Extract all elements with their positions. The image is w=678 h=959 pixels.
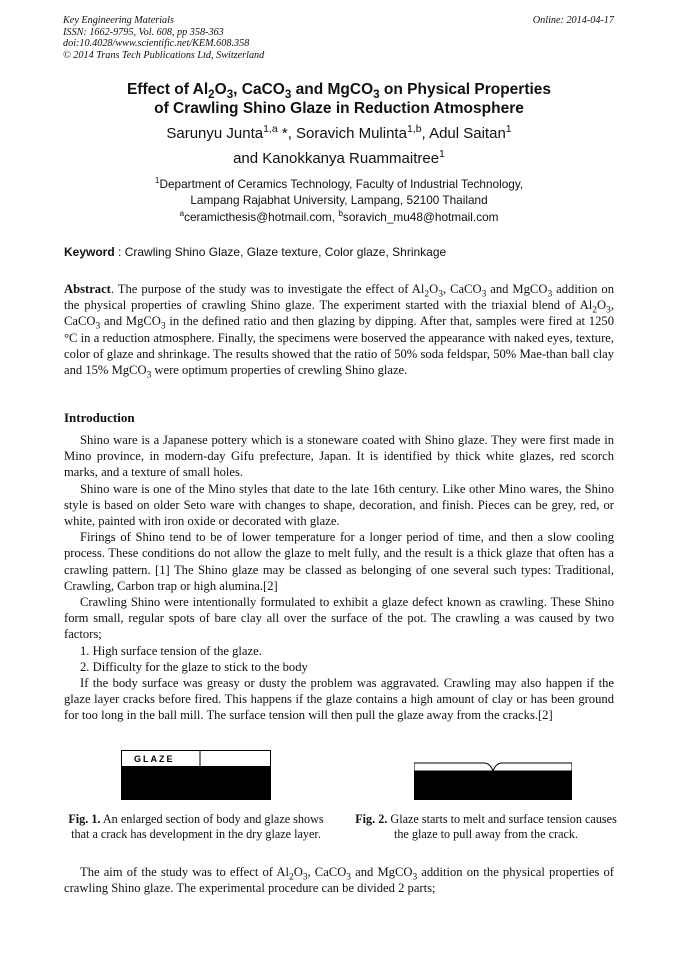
author: Sarunyu Junta bbox=[166, 125, 264, 142]
list-item: 2. Difficulty for the glaze to stick to the body bbox=[80, 659, 308, 674]
copyright-line: © 2014 Trans Tech Publications Ltd, Switzerland bbox=[63, 49, 265, 61]
figure-1-caption: Fig. 1. An enlarged section of body and glaze shows that a crack has development in the dry glaze layer. bbox=[68, 812, 324, 842]
abstract-label: Abstract bbox=[64, 282, 111, 296]
figure-1-diagram bbox=[121, 750, 271, 800]
paragraph: If the body surface was greasy or dusty the problem was aggravated. Crawling may also happen if the glaze layer cracks before fired. This happens if the glaze contains a high amount of clay or has been ground for too long in the ball mill. The surface tension will then pull the glaze away from the cracks.[2] bbox=[64, 676, 614, 723]
online-date: Online: 2014-04-17 bbox=[532, 15, 614, 26]
keyword-label: Keyword bbox=[64, 245, 115, 259]
email-link: soravich_mu48@hotmail.com bbox=[342, 210, 499, 224]
keywords: Keyword : Crawling Shino Glaze, Glaze texture, Color glaze, Shrinkage bbox=[64, 245, 447, 259]
introduction-body bbox=[64, 432, 614, 724]
email-link: ceramicthesis@hotmail.com, bbox=[184, 210, 339, 224]
author: and Kanokkanya Ruammaitree bbox=[233, 150, 440, 167]
figure-2-caption: Fig. 2. Glaze starts to melt and surface tension causes the glaze to pull away from the crack. bbox=[355, 812, 617, 842]
paragraph: Crawling Shino were intentionally formulated to exhibit a glaze defect known as crawling. These Shino form small, regular spots of bare clay all over the surface of the pot. The crawling a was caused by two factors; bbox=[64, 595, 614, 642]
paragraph: Firings of Shino tend to be of lower temperature for a longer period of time, and then a slow cooling process. These conditions do not allow the glaze to melt fully, and the result is a thick glaze that often has a crawling pattern. [1] The Shino glaze may be classed as belonging of one several such types: Traditional, Crawling, Carbon trap or high alumina.[2] bbox=[64, 530, 614, 593]
section-heading-introduction: Introduction bbox=[64, 410, 135, 425]
aim-paragraph: The aim of the study was to effect of $Al_2O_3$, CaCO$_3$ and MgCO$_3$ addition on the physical properties of crawling Shino glaze. The experimental procedure can be divided 2 parts; bbox=[64, 865, 615, 896]
abstract: Abstract. The purpose of the study was to investigate the effect of $Al_2O_3$, CaCO$_3$ and MgCO$_3$ addition on the physical properties of crawling Shino glaze. The experiment started with the triaxial blend of $Al_2O_3$, CaCO$_3$ and MgCO$_3$ in the defined ratio and then glazing by dipping. After that, samples were fired at 1250 °C in a reduction atmosphere. Finally, the specimens were boserved the appearance with naked eyes, texture, color of glaze and shrinkage. The results showed that the ratio of 50% soda feldspar, 50% Mae-than ball clay and 15% MgCO$_3$ were optimum properties of crewling Shino glaze. bbox=[64, 282, 614, 381]
author-list: Sarunyu Junta$^{1,a}$ *, Soravich Mulinta$^{1,b}$, Adul Saitan$^1$ and Kanokkanya Ruammaitree$^1$ bbox=[166, 123, 512, 167]
journal-header bbox=[63, 15, 264, 61]
author: Adul Saitan bbox=[429, 125, 506, 142]
doi-line: doi:10.4028/www.scientific.net/KEM.608.358 bbox=[63, 38, 250, 49]
clay-body bbox=[121, 767, 271, 800]
affiliation: $^1$Department of Ceramics Technology, Faculty of Industrial Technology, Lampang Rajabhat University, Lampang, 52100 Thailand bbox=[154, 176, 524, 207]
author: Soravich Mulinta bbox=[296, 125, 407, 142]
clay-body bbox=[414, 771, 572, 800]
paragraph: Shino ware is one of the Mino styles that date to the late 16th century. Like other Mino wares, the Shino style is based on older Seto ware with changes to shape, decoration, and finish. Pieces can be grey, red, or white, painted with iron oxide or decorated with glaze. bbox=[64, 481, 614, 529]
paragraph: Shino ware is a Japanese pottery which is a stoneware coated with Shino glaze. They were first made in Mino province, in modern-day Gifu prefecture, Japan. It is identified by thick white glazes, red scorch marks, and a texture of small holes. bbox=[64, 433, 614, 480]
journal-name: Key Engineering Materials bbox=[63, 15, 174, 26]
list-item: 1. High surface tension of the glaze. bbox=[80, 643, 262, 658]
figure-2-diagram bbox=[414, 750, 572, 800]
author-emails: $^a$ceramicthesis@hotmail.com, $^b$soravich_mu48@hotmail.com bbox=[179, 209, 499, 224]
paper-title: Effect of $Al_2O_3$, CaCO$_3$ and MgCO$_3$ on Physical Properties of Crawling Shino Glaze in Reduction Atmosphere bbox=[126, 81, 552, 117]
issn-line: ISSN: 1662-9795, Vol. 608, pp 358-363 bbox=[63, 26, 224, 38]
glaze-label: GLAZE bbox=[134, 754, 175, 764]
